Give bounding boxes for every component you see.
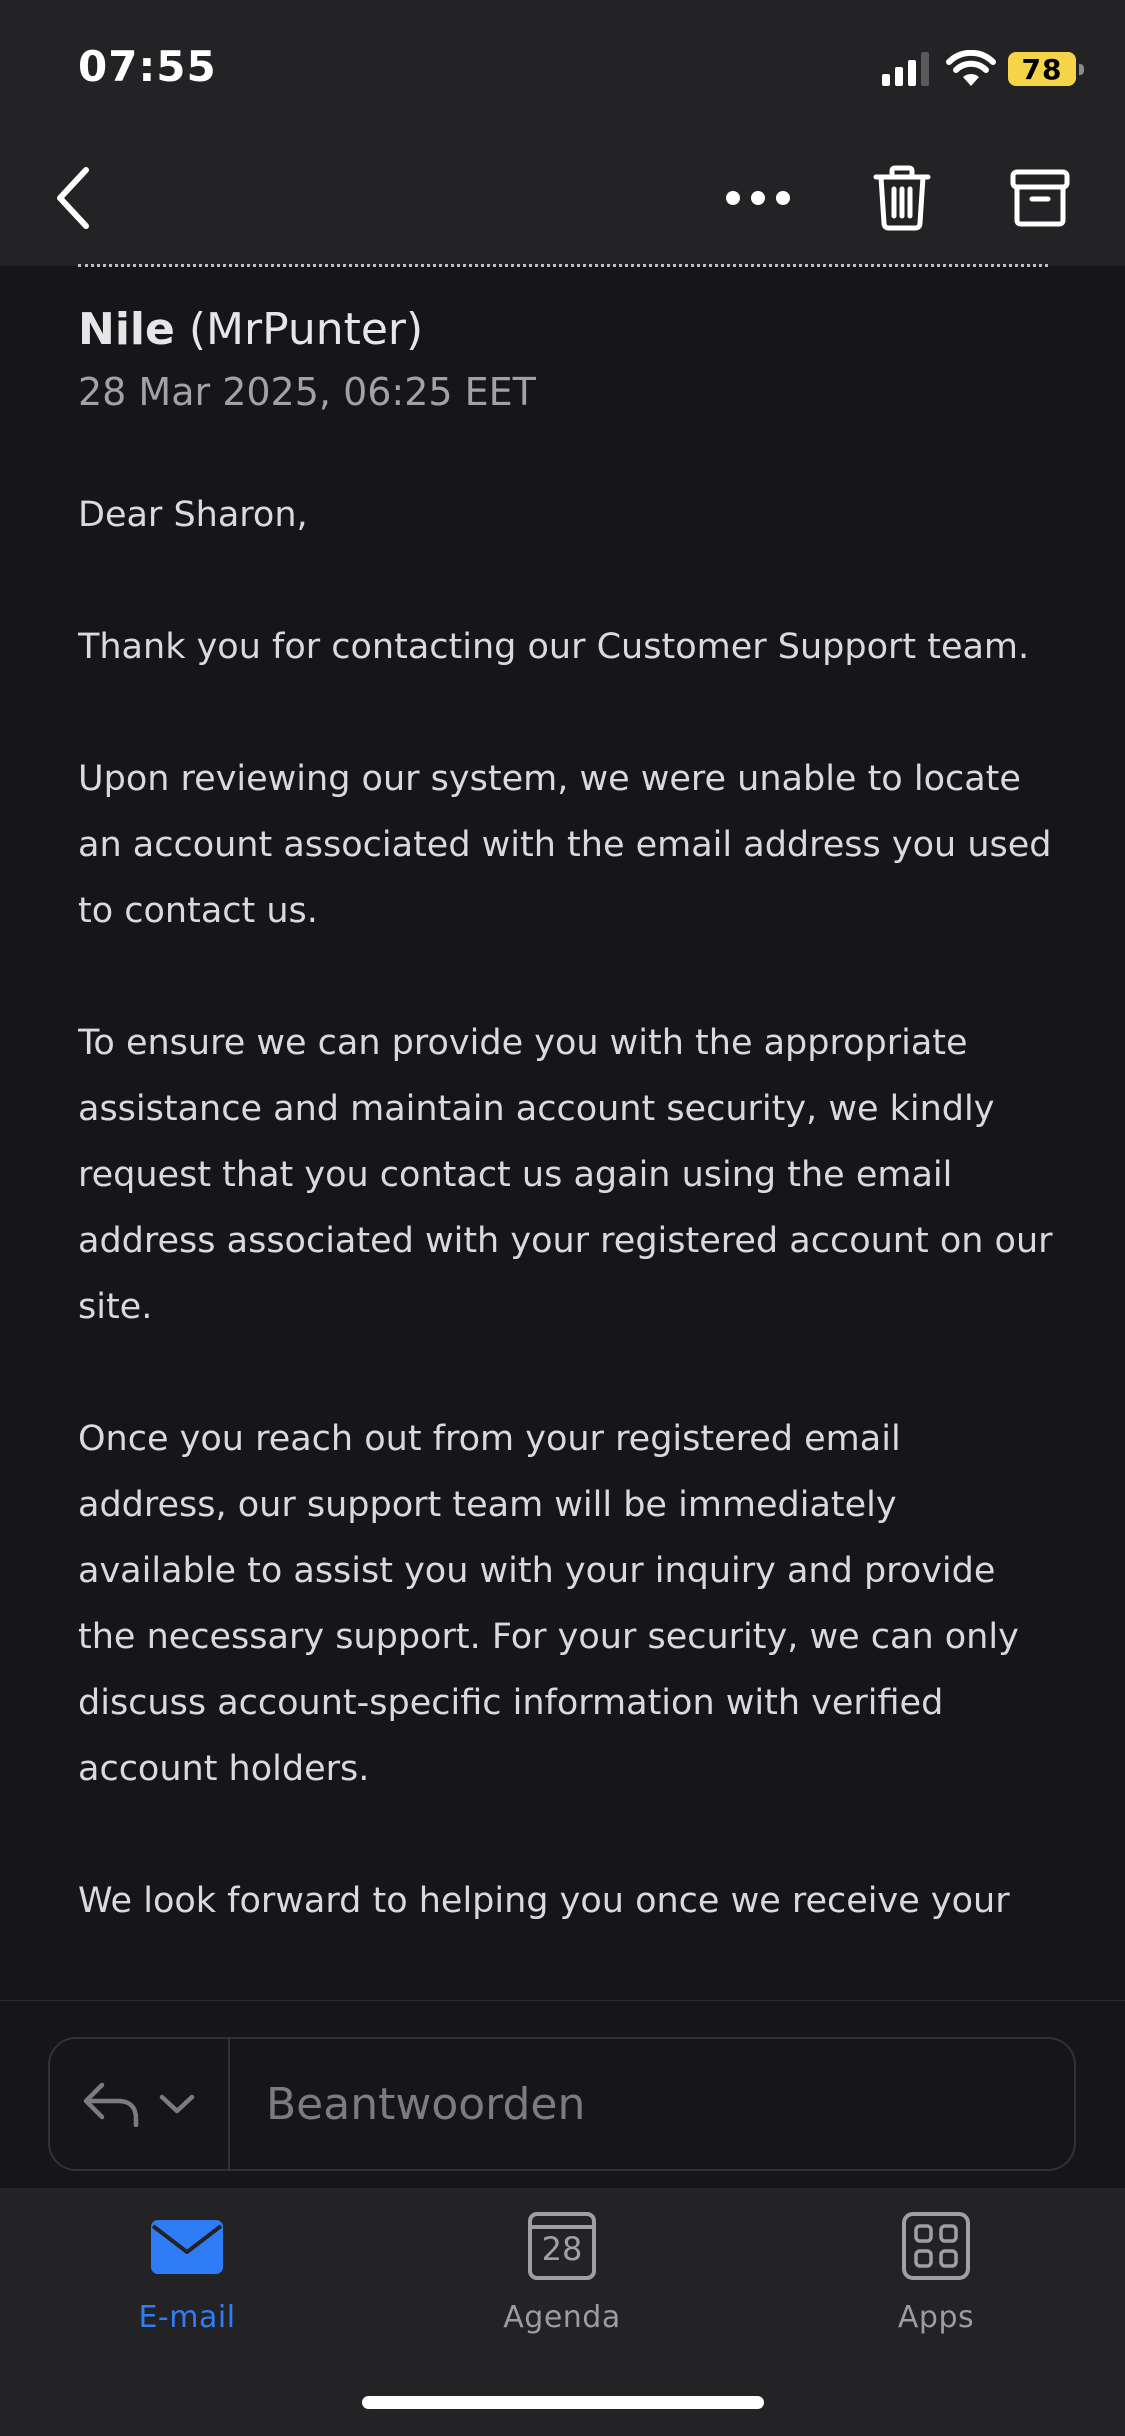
message-body xyxy=(78,482,1058,1934)
body-paragraph: Once you reach out from your registered email address, our support team will be immediately available to assist you with your inquiry and provide the necessary support. For your security, we can only discuss account-specific information with verified account holders. xyxy=(78,1419,1019,1789)
wifi-icon xyxy=(946,50,996,88)
header-divider xyxy=(78,264,1048,267)
tab-label: Apps xyxy=(897,2300,975,2335)
trash-icon xyxy=(872,165,932,231)
delete-button[interactable] xyxy=(862,158,942,238)
body-paragraph: To ensure we can provide you with the appropriate assistance and maintain account security, we kindly request that you contact us again using the email address associated with your registered account on our site. xyxy=(78,1023,1053,1327)
reply-box xyxy=(48,2037,1076,2171)
tab-agenda[interactable] xyxy=(452,2212,672,2335)
more-options-button[interactable] xyxy=(718,158,798,238)
body-paragraph: Upon reviewing our system, we were unable to locate an account associated with the email address you used to contact us. xyxy=(78,759,1052,931)
back-button[interactable] xyxy=(34,158,114,238)
mail-icon xyxy=(149,2212,225,2282)
calendar-icon xyxy=(524,2212,600,2282)
chevron-left-icon xyxy=(54,166,94,230)
top-bar xyxy=(0,0,1125,266)
apps-grid-icon xyxy=(898,2212,974,2282)
tab-apps[interactable] xyxy=(826,2212,1046,2335)
sender-name: Nile xyxy=(78,304,175,355)
tab-label: E-mail xyxy=(138,2300,236,2335)
sender[interactable] xyxy=(78,300,1058,360)
status-time: 07:55 xyxy=(78,42,217,91)
battery-indicator: 78 xyxy=(1008,52,1076,86)
reply-arrow-icon xyxy=(82,2081,140,2127)
reply-input[interactable]: Beantwoorden xyxy=(266,2078,586,2130)
more-horizontal-icon xyxy=(725,190,791,206)
chevron-down-icon xyxy=(158,2092,196,2116)
archive-button[interactable] xyxy=(1000,158,1080,238)
cellular-signal-icon xyxy=(882,52,934,86)
body-paragraph: We look forward to helping you once we receive your xyxy=(78,1881,1010,1921)
tab-label: Agenda xyxy=(503,2300,621,2335)
sender-handle: (MrPunter) xyxy=(188,304,424,355)
email-message xyxy=(78,300,1058,2000)
body-paragraph: Thank you for contacting our Customer Support team. xyxy=(78,627,1030,667)
home-indicator[interactable] xyxy=(362,2396,764,2409)
reply-bar xyxy=(0,2000,1125,2189)
reply-type-selector[interactable] xyxy=(50,2039,230,2169)
calendar-day: 28 xyxy=(541,2230,583,2268)
body-paragraph: Dear Sharon, xyxy=(78,495,308,535)
archive-icon xyxy=(1010,168,1070,228)
tab-email[interactable] xyxy=(77,2212,297,2335)
message-date: 28 Mar 2025, 06:25 EET xyxy=(78,370,536,414)
